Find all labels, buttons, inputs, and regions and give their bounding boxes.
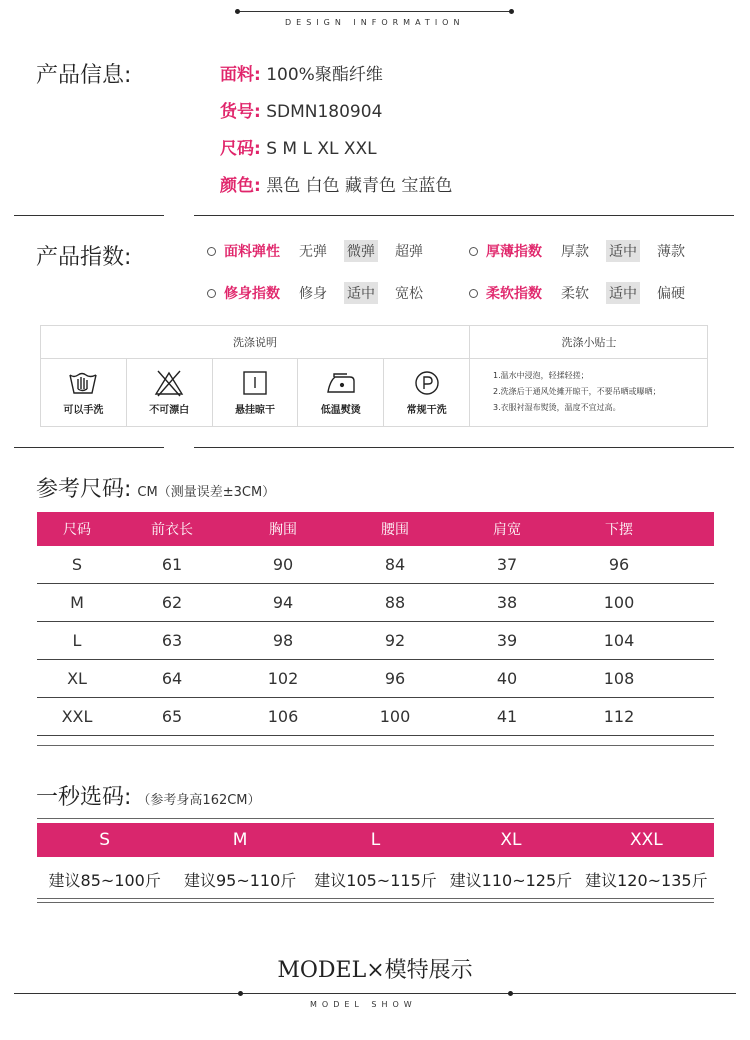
table-cell: M [70, 593, 84, 612]
size-chart-title [36, 472, 275, 503]
table-cell: 88 [384, 593, 406, 612]
washing-symbol-cell [41, 359, 127, 426]
table-cell: L [72, 631, 82, 650]
model-show-caption: MODEL SHOW [310, 1000, 417, 1009]
table-cell: 102 [267, 669, 299, 688]
column-header: 腰围 [381, 522, 409, 538]
column-header: 肩宽 [493, 522, 521, 538]
quick-pick-recommendation: 建议110~125斤 [449, 870, 573, 890]
info-value: SDMN180904 [266, 102, 383, 122]
section-divider [14, 215, 164, 216]
table-header [37, 512, 714, 546]
quick-pick-bottom-rule [37, 898, 714, 899]
info-value: 黑色 白色 藏青色 宝蓝色 [266, 176, 453, 196]
size-chart-note: CM（测量误差±3CM） [137, 485, 276, 500]
model-divider [14, 993, 736, 994]
washing-icons-row [41, 359, 470, 426]
hang-dry-icon [239, 369, 271, 397]
info-row-material [220, 60, 383, 85]
index-softness [469, 282, 702, 304]
column-header: 尺码 [63, 522, 91, 538]
table-cell: 40 [496, 669, 518, 688]
index-option: 超弹 [395, 244, 423, 260]
quick-pick-size: XXL [629, 830, 663, 850]
quick-pick-size: L [370, 830, 381, 850]
washing-instructions-title: 洗涤说明 [41, 326, 470, 359]
size-chart-title-text: 参考尺码: [36, 477, 132, 502]
index-option: 偏硬 [657, 286, 685, 302]
column-header: 下摆 [605, 522, 633, 538]
model-divider-dot-left [238, 991, 243, 996]
table-row [37, 622, 714, 660]
quick-pick-size: XL [500, 830, 522, 850]
product-index-title: 产品指数: [36, 245, 132, 270]
washing-symbol-label: 悬挂晾干 [234, 405, 275, 416]
top-divider-dot-right [509, 9, 514, 14]
quick-pick-top-rule [37, 818, 714, 819]
index-option: 修身 [299, 286, 327, 302]
washing-symbol-label: 常规干洗 [406, 405, 447, 416]
quick-pick-title [36, 780, 261, 811]
index-option-selected: 适中 [344, 282, 378, 304]
top-divider-dot-left [235, 9, 240, 14]
bullet-circle-icon [469, 247, 478, 256]
model-divider-dot-right [508, 991, 513, 996]
bullet-circle-icon [207, 289, 216, 298]
index-label: 修身指数 [224, 286, 280, 302]
quick-pick-size: S [99, 830, 111, 850]
washing-info-box [40, 325, 708, 427]
quick-pick-sizes [37, 823, 714, 857]
quick-pick-recommendation: 建议95~110斤 [183, 870, 297, 890]
table-cell: 64 [161, 669, 183, 688]
table-cell: 104 [603, 631, 635, 650]
model-show-title: MODEL×模特展示 [277, 958, 473, 983]
index-option: 无弹 [299, 244, 327, 260]
washing-symbol-label: 可以手洗 [63, 405, 104, 416]
hand-wash-icon [67, 369, 99, 397]
info-row-colors [220, 171, 452, 196]
index-option-selected: 适中 [606, 282, 640, 304]
table-bottom-rule [37, 745, 714, 746]
index-option: 柔软 [561, 286, 589, 302]
washing-symbol-label: 不可漂白 [149, 405, 190, 416]
section-divider [194, 447, 734, 448]
index-thickness [469, 240, 702, 262]
index-option: 薄款 [657, 244, 685, 260]
washing-symbol-cell [127, 359, 213, 426]
info-row-sizes [220, 134, 377, 159]
table-cell: 92 [384, 631, 406, 650]
table-cell: 61 [161, 555, 183, 574]
quick-pick-recommendations [37, 857, 714, 901]
table-cell: 94 [272, 593, 294, 612]
info-label: 货号: [220, 102, 261, 122]
quick-pick-bottom-rule [37, 902, 714, 903]
no-bleach-icon [153, 369, 185, 397]
table-cell: 38 [496, 593, 518, 612]
table-cell: S [71, 555, 83, 574]
index-option: 宽松 [395, 286, 423, 302]
washing-symbol-cell [384, 359, 469, 426]
table-cell: 100 [603, 593, 635, 612]
dry-clean-icon [411, 369, 443, 397]
index-option-selected: 微弹 [344, 240, 378, 262]
washing-tips-list [493, 368, 661, 416]
table-cell: 41 [496, 707, 518, 726]
washing-symbol-cell [213, 359, 299, 426]
washing-tip: 2.洗涤后于通风处摊开晾干，不要吊晒或曝晒； [493, 387, 661, 396]
index-label: 面料弹性 [224, 244, 280, 260]
section-divider [14, 447, 164, 448]
quick-pick-recommendation: 建议105~115斤 [314, 870, 437, 890]
table-cell: 98 [272, 631, 294, 650]
washing-tip: 3.衣服衬湿布熨烫，温度不宜过高。 [493, 403, 621, 412]
table-cell: 100 [379, 707, 411, 726]
info-label: 尺码: [220, 139, 261, 159]
bullet-circle-icon [207, 247, 216, 256]
product-info-title: 产品信息: [36, 63, 132, 88]
table-cell: 84 [384, 555, 406, 574]
quick-pick-title-text: 一秒选码: [36, 785, 132, 810]
index-label: 厚薄指数 [486, 244, 542, 260]
washing-symbol-cell [298, 359, 384, 426]
index-option-selected: 适中 [606, 240, 640, 262]
index-option: 厚款 [561, 244, 589, 260]
info-label: 面料: [220, 65, 261, 85]
table-cell: 39 [496, 631, 518, 650]
index-fit [207, 282, 440, 304]
size-chart-table [37, 512, 714, 736]
low-iron-icon [325, 369, 357, 397]
index-elasticity [207, 240, 440, 262]
table-cell: 96 [608, 555, 630, 574]
table-row [37, 698, 714, 736]
table-cell: 112 [603, 707, 635, 726]
table-cell: 37 [496, 555, 518, 574]
table-cell: 96 [384, 669, 406, 688]
table-cell: 90 [272, 555, 294, 574]
table-cell: 106 [267, 707, 299, 726]
table-cell: 108 [603, 669, 635, 688]
section-divider [194, 215, 734, 216]
info-value: 100%聚酯纤维 [266, 65, 383, 85]
design-information-caption: DESIGN INFORMATION [285, 18, 465, 27]
table-row [37, 546, 714, 584]
info-row-item-number [220, 97, 382, 122]
quick-pick-recommendation: 建议120~135斤 [585, 870, 708, 890]
table-cell: XXL [61, 707, 93, 726]
table-cell: 65 [161, 707, 183, 726]
column-header: 前衣长 [151, 522, 193, 538]
info-value: S M L XL XXL [266, 139, 377, 159]
washing-tip: 1.温水中浸泡，轻揉轻搓； [493, 371, 589, 380]
table-row [37, 584, 714, 622]
table-cell: 63 [161, 631, 183, 650]
info-label: 颜色: [220, 176, 261, 196]
column-header: 胸围 [269, 522, 297, 538]
table-row [37, 660, 714, 698]
top-divider [235, 11, 513, 12]
washing-tips-title: 洗涤小贴士 [470, 326, 708, 359]
washing-symbol-label: 低温熨烫 [320, 405, 361, 416]
table-cell: 62 [161, 593, 183, 612]
bullet-circle-icon [469, 289, 478, 298]
quick-pick-recommendation: 建议85~100斤 [48, 870, 161, 890]
table-cell: XL [67, 669, 87, 688]
quick-pick-size: M [232, 830, 248, 850]
quick-pick-table [37, 823, 714, 901]
index-label: 柔软指数 [486, 286, 542, 302]
quick-pick-note: （参考身高162CM） [137, 793, 261, 808]
